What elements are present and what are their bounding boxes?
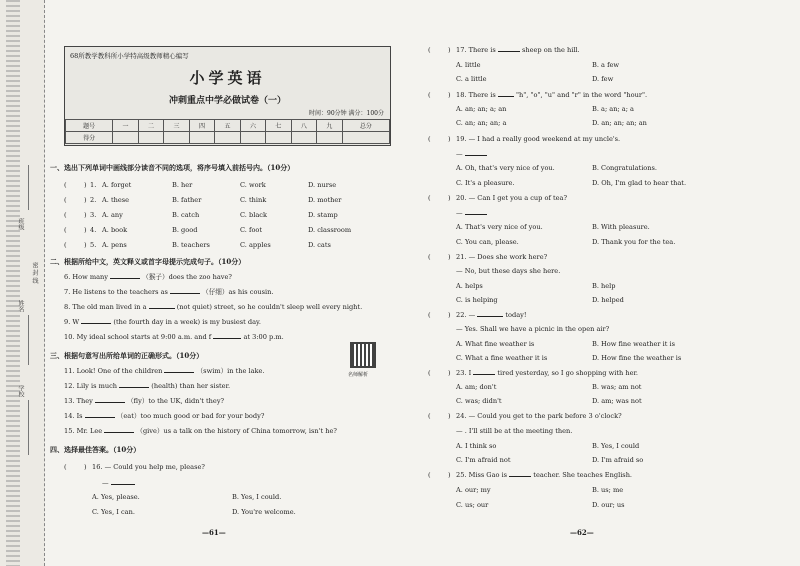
option-c: C. work xyxy=(240,181,266,189)
option-c: C. black xyxy=(240,211,267,219)
question-stem: 19. — I had a really good weekend at my uncle's. xyxy=(456,135,621,143)
option-d: D. few xyxy=(592,75,614,83)
exam-subtitle: 冲刺重点中学必做试卷（一） xyxy=(168,96,286,106)
answer-blank[interactable] xyxy=(95,402,125,403)
question-text: 11. Look! One of the children xyxy=(64,367,163,375)
option-b: B. Yes, I could. xyxy=(232,493,282,501)
score-table xyxy=(65,119,390,144)
reply-dash: — xyxy=(456,151,487,158)
option-b: B. Yes, I could xyxy=(592,442,640,450)
question-number: 3. xyxy=(90,211,97,219)
option-a: A. our; my xyxy=(456,486,491,494)
binding-label-school: 学校 xyxy=(17,385,24,397)
reply-line: — Yes. Shall we have a picnic in the open air? xyxy=(456,325,610,333)
option-b: B. a; an; a; a xyxy=(592,105,634,113)
option-d: D. stamp xyxy=(308,211,338,219)
question-text: （eat）too much good or bad for your body? xyxy=(116,412,265,420)
option-a: A. I think so xyxy=(456,442,497,450)
option-a: A. little xyxy=(456,61,481,69)
score-input-cell[interactable] xyxy=(266,132,291,144)
option-a: A. an; an; a; an xyxy=(456,105,507,113)
score-input-cell[interactable] xyxy=(215,132,240,144)
question-text: 14. Is xyxy=(64,412,83,420)
section-3-title: 三、根据句意写出所给单词的正确形式。（10分） xyxy=(50,351,204,360)
answer-blank[interactable] xyxy=(104,432,134,433)
question-number: 2. xyxy=(90,196,97,204)
fill-question xyxy=(64,289,274,296)
option-a: A. What fine weather is xyxy=(456,340,535,348)
score-cell: 七 xyxy=(266,120,291,132)
reply-line: — No, but these days she here. xyxy=(456,267,561,275)
question-stem: 20. — Can I get you a cup of tea? xyxy=(456,194,568,202)
option-d: D. You're welcome. xyxy=(232,508,296,516)
option-a: A. book xyxy=(102,226,128,234)
header-org: 68所教学教科所小学特高级教师精心编写 xyxy=(70,52,189,60)
option-b: B. With pleasure. xyxy=(592,223,650,231)
binding-stripe xyxy=(6,0,20,566)
score-cell: 总分 xyxy=(342,120,389,132)
score-cell: 二 xyxy=(138,120,163,132)
option-d: D. am; was not xyxy=(592,397,642,405)
option-b: B. How fine weather it is xyxy=(592,340,676,348)
option-d: D. Thank you for the tea. xyxy=(592,238,676,246)
fill-question xyxy=(64,319,261,326)
option-b: B. her xyxy=(172,181,193,189)
option-d: D. mother xyxy=(308,196,342,204)
option-d: D. our; us xyxy=(592,501,625,509)
fill-question xyxy=(64,398,224,405)
option-d: D. an; an; an; an xyxy=(592,119,647,127)
section-1-title: 一、选出下列单词中画线部分读音不同的选项，将序号填入前括号内。（10分） xyxy=(50,163,295,172)
question-text: at 3:00 p.m. xyxy=(243,333,284,341)
option-a: A. these xyxy=(102,196,130,204)
option-b: B. good xyxy=(172,226,198,234)
answer-blank[interactable] xyxy=(111,484,135,485)
option-c: C. think xyxy=(240,196,267,204)
option-a: A. am; don't xyxy=(456,383,497,391)
question-text: （fly）to the UK, didn't they? xyxy=(127,397,225,405)
question-number: 4. xyxy=(90,226,97,234)
section-4-title: 四、选择最佳答案。（10分） xyxy=(50,445,141,454)
answer-blank[interactable] xyxy=(119,387,149,388)
answer-blank[interactable] xyxy=(213,338,241,339)
question-text: 12. Lily is much xyxy=(64,382,118,390)
fill-question xyxy=(64,428,337,435)
fill-question xyxy=(64,368,265,375)
option-d: D. cats xyxy=(308,241,331,249)
fill-question xyxy=(64,274,232,281)
option-c: C. an; an; an; a xyxy=(456,119,507,127)
fill-question xyxy=(64,383,230,390)
question-stem: 16. — Could you help me, please? xyxy=(92,463,205,471)
option-a: A. Yes, please. xyxy=(92,493,140,501)
question-number: 1. xyxy=(90,181,97,189)
question-row: ( xyxy=(64,181,67,189)
question-text: (not quiet) street, so he couldn't sleep well every night. xyxy=(176,303,363,311)
option-b: B. was; am not xyxy=(592,383,642,391)
question-stem: 17. There is sheep on the hill. xyxy=(456,46,580,54)
option-a: A. That's very nice of you. xyxy=(456,223,543,231)
answer-blank[interactable] xyxy=(498,96,514,97)
answer-blank[interactable] xyxy=(149,308,175,309)
question-text: 6. How many xyxy=(64,273,109,281)
option-a: A. helps xyxy=(456,282,483,290)
page-number: —61— xyxy=(202,528,226,537)
question-text: 9. W xyxy=(64,318,80,326)
answer-blank[interactable] xyxy=(509,476,531,477)
qr-caption: 名师解析 xyxy=(348,372,369,378)
question-stem: 21. — Does she work here? xyxy=(456,253,548,261)
score-cell: 得分 xyxy=(66,132,113,144)
option-b: B. father xyxy=(172,196,202,204)
question-stem: 22. — today! xyxy=(456,311,527,319)
option-a: A. pens xyxy=(102,241,127,249)
binding-margin xyxy=(0,0,45,566)
option-d: D. classroom xyxy=(308,226,352,234)
question-text: （猴子）does the zoo have? xyxy=(142,273,232,281)
reply-dash: — xyxy=(456,210,487,217)
question-text: （仔细）as his cousin. xyxy=(202,288,274,296)
option-c: C. You can, please. xyxy=(456,238,519,246)
option-d: D. nurse xyxy=(308,181,337,189)
answer-blank[interactable] xyxy=(170,293,200,294)
answer-blank[interactable] xyxy=(164,372,194,373)
fill-question xyxy=(64,413,264,420)
school-line xyxy=(28,400,29,455)
option-c: C. was; didn't xyxy=(456,397,502,405)
binding-seal-text: 密 封 线 xyxy=(31,262,38,284)
question-text: （give）us a talk on the history of China tomorrow, isn't he? xyxy=(136,427,337,435)
question-stem: 25. Miss Gao is teacher. She teaches English. xyxy=(456,471,633,479)
question-stem: 24. — Could you get to the park before 3 o'clock? xyxy=(456,412,622,420)
score-input-cell[interactable] xyxy=(240,132,265,144)
option-d: D. helped xyxy=(592,296,624,304)
score-cell: 三 xyxy=(164,120,189,132)
fill-question xyxy=(64,334,284,341)
page-left: 68所教学教科所小学特高级教师精心编写 小学英语 冲刺重点中学必做试卷（一） 时间：90分钟 满分：100分 题号 一 二 三 四 五 六 七 八 九 总分 得分 一、选出下列单词中画线部分读音不同的选项，将序号填入前括号内。（10分） ( ) 1. A. forget B. her C. work D. nurse ( ) 2. A. these B. father C. think D. mother ( ) 3. A. any B. catch C. black D. stamp ( ) 4. A. book B. good C. foot D. classroom ( ) 5. A. pens B. teachers C. apples D. cats 二、根据所给中文，英文释义或首字母提示完成句子。（10分） 6. How many （猴子）does the zoo have? 7. He listens to the teachers as （仔细）as his cousin. 8. The old man lived in a (not quiet) street, so he couldn't sleep well every night. 9. W (the fourth day in a week) is my busiest day. 10. My ideal school starts at 9:00 a.m. and f at 3:00 p.m. 名师解析 三、根据句意写出所给单词的正确形式。（10分） 11. Look! One of the children （swim）in the lake. 12. Lily is much (health) than her sister. 13. They （fly）to the UK, didn't they? 14. Is （eat）too much good or bad for your body? 15. Mr. Lee （give）us a talk on the history of China tomorrow, isn't he? 四、选择最佳答案。（10分） ( ) 16. — Could you help me, please? — A. Yes, please. B. Yes, I could. C. Yes, I can. D. You're welcome. —61— xyxy=(50,0,390,566)
option-a: A. Oh, that's very nice of you. xyxy=(456,164,555,172)
score-input-cell[interactable] xyxy=(342,132,389,144)
option-b: B. Congratulations. xyxy=(592,164,657,172)
option-b: B. a few xyxy=(592,61,620,69)
score-input-cell[interactable] xyxy=(189,132,214,144)
option-c: C. a little xyxy=(456,75,487,83)
option-b: B. catch xyxy=(172,211,200,219)
question-stem: 18. There is "h", "o", "u" and "r" in the word "hour". xyxy=(456,91,648,99)
score-input-cell[interactable] xyxy=(317,132,342,144)
answer-blank[interactable] xyxy=(465,214,487,215)
reply-line: — . I'll still be at the meeting then. xyxy=(456,427,573,435)
score-cell: 五 xyxy=(215,120,240,132)
answer-blank[interactable] xyxy=(477,316,503,317)
question-text: 15. Mr. Lee xyxy=(64,427,103,435)
option-c: C. What a fine weather it is xyxy=(456,354,548,362)
option-c: C. Yes, I can. xyxy=(92,508,135,516)
score-cell: 九 xyxy=(317,120,342,132)
question-text: (the fourth day in a week) is my busiest day. xyxy=(113,318,261,326)
question-text: 7. He listens to the teachers as xyxy=(64,288,168,296)
option-d: D. I'm afraid so xyxy=(592,456,644,464)
exam-meta: 时间：90分钟 满分：100分 xyxy=(309,110,384,117)
score-cell: 四 xyxy=(189,120,214,132)
name-line xyxy=(28,315,29,365)
question-text: 8. The old man lived in a xyxy=(64,303,147,311)
score-input-cell[interactable] xyxy=(291,132,316,144)
option-b: B. teachers xyxy=(172,241,210,249)
reply-dash: — xyxy=(102,480,135,487)
qr-code-icon xyxy=(350,342,376,368)
question-text: 10. My ideal school starts at 9:00 a.m. and f xyxy=(64,333,212,341)
score-input-cell[interactable] xyxy=(138,132,163,144)
question-number: 5. xyxy=(90,241,97,249)
score-value-row xyxy=(66,132,390,144)
question-stem: 23. I tired yesterday, so I go shopping with her. xyxy=(456,369,639,377)
score-input-cell[interactable] xyxy=(113,132,138,144)
answer-blank[interactable] xyxy=(81,323,111,324)
option-a: A. any xyxy=(102,211,123,219)
option-d: D. Oh, I'm glad to hear that. xyxy=(592,179,687,187)
option-c: C. I'm afraid not xyxy=(456,456,511,464)
question-text: 13. They xyxy=(64,397,93,405)
option-d: D. How fine the weather is xyxy=(592,354,682,362)
score-header-row xyxy=(66,120,390,132)
answer-blank[interactable] xyxy=(473,374,495,375)
score-cell: 八 xyxy=(291,120,316,132)
option-c: C. is helping xyxy=(456,296,498,304)
class-line xyxy=(28,165,29,210)
option-a: A. forget xyxy=(102,181,132,189)
question-text: （swim）in the lake. xyxy=(196,367,265,375)
binding-label-name: 姓名 xyxy=(17,300,24,312)
option-c: C. It's a pleasure. xyxy=(456,179,515,187)
option-c: C. foot xyxy=(240,226,263,234)
option-c: C. apples xyxy=(240,241,271,249)
answer-blank[interactable] xyxy=(465,155,487,156)
score-cell: 题号 xyxy=(66,120,113,132)
answer-blank[interactable] xyxy=(110,278,140,279)
score-input-cell[interactable] xyxy=(164,132,189,144)
page-number: —62— xyxy=(570,528,594,537)
question-text: (health) than her sister. xyxy=(151,382,231,390)
exam-title: 小学英语 xyxy=(189,69,266,87)
binding-label-class: 班级 xyxy=(17,218,24,230)
page-right: ( ) 17. There is sheep on the hill. A. little B. a few C. a little D. few ( ) 18. There is "h", "o", "u" and "r" in the word "hour". A. an; an; a; an B. a; an; a; a C. an; an; an; a D. an; an; an; an ( ) 19. — I had a really good weekend at my uncle's. — A. Oh, that's very nice of you. B. Congratulations. C. It's a pleasure. D. Oh, I'm glad to hear that. ( ) 20. — Can I get you a cup of tea? — A. That's very nice of you. B. With pleasure. C. You can, please. D. Thank you for the tea. ( ) 21. — Does she work here? — No, but these days she here. A. helps B. help C. is helping D. helped ( ) 22. — today! — Yes. Shall we have a picnic in the open air? A. What fine weather is B. How fine weather it is C. What a fine weather it is D. How fine the weather is ( ) 23. I tired yesterday, so I go shopping with her. A. am; don't B. was; am not C. was; didn't D. am; was not ( ) 24. — Could you get to the park before 3 o'clock? — . I'll still be at the meeting then. A. I think so B. Yes, I could C. I'm afraid not D. I'm afraid so ( ) 25. Miss Gao is teacher. She teaches English. A. our; my B. us; me C. us; our D. our; us —62— xyxy=(428,46,687,537)
option-b: B. help xyxy=(592,282,616,290)
score-cell: 一 xyxy=(113,120,138,132)
fill-question xyxy=(64,304,362,311)
section-2-title: 二、根据所给中文，英文释义或首字母提示完成句子。（10分） xyxy=(50,257,246,266)
option-b: B. us; me xyxy=(592,486,624,494)
option-c: C. us; our xyxy=(456,501,489,509)
answer-blank[interactable] xyxy=(85,417,115,418)
exam-header xyxy=(64,46,391,146)
answer-blank[interactable] xyxy=(498,51,520,52)
score-cell: 六 xyxy=(240,120,265,132)
